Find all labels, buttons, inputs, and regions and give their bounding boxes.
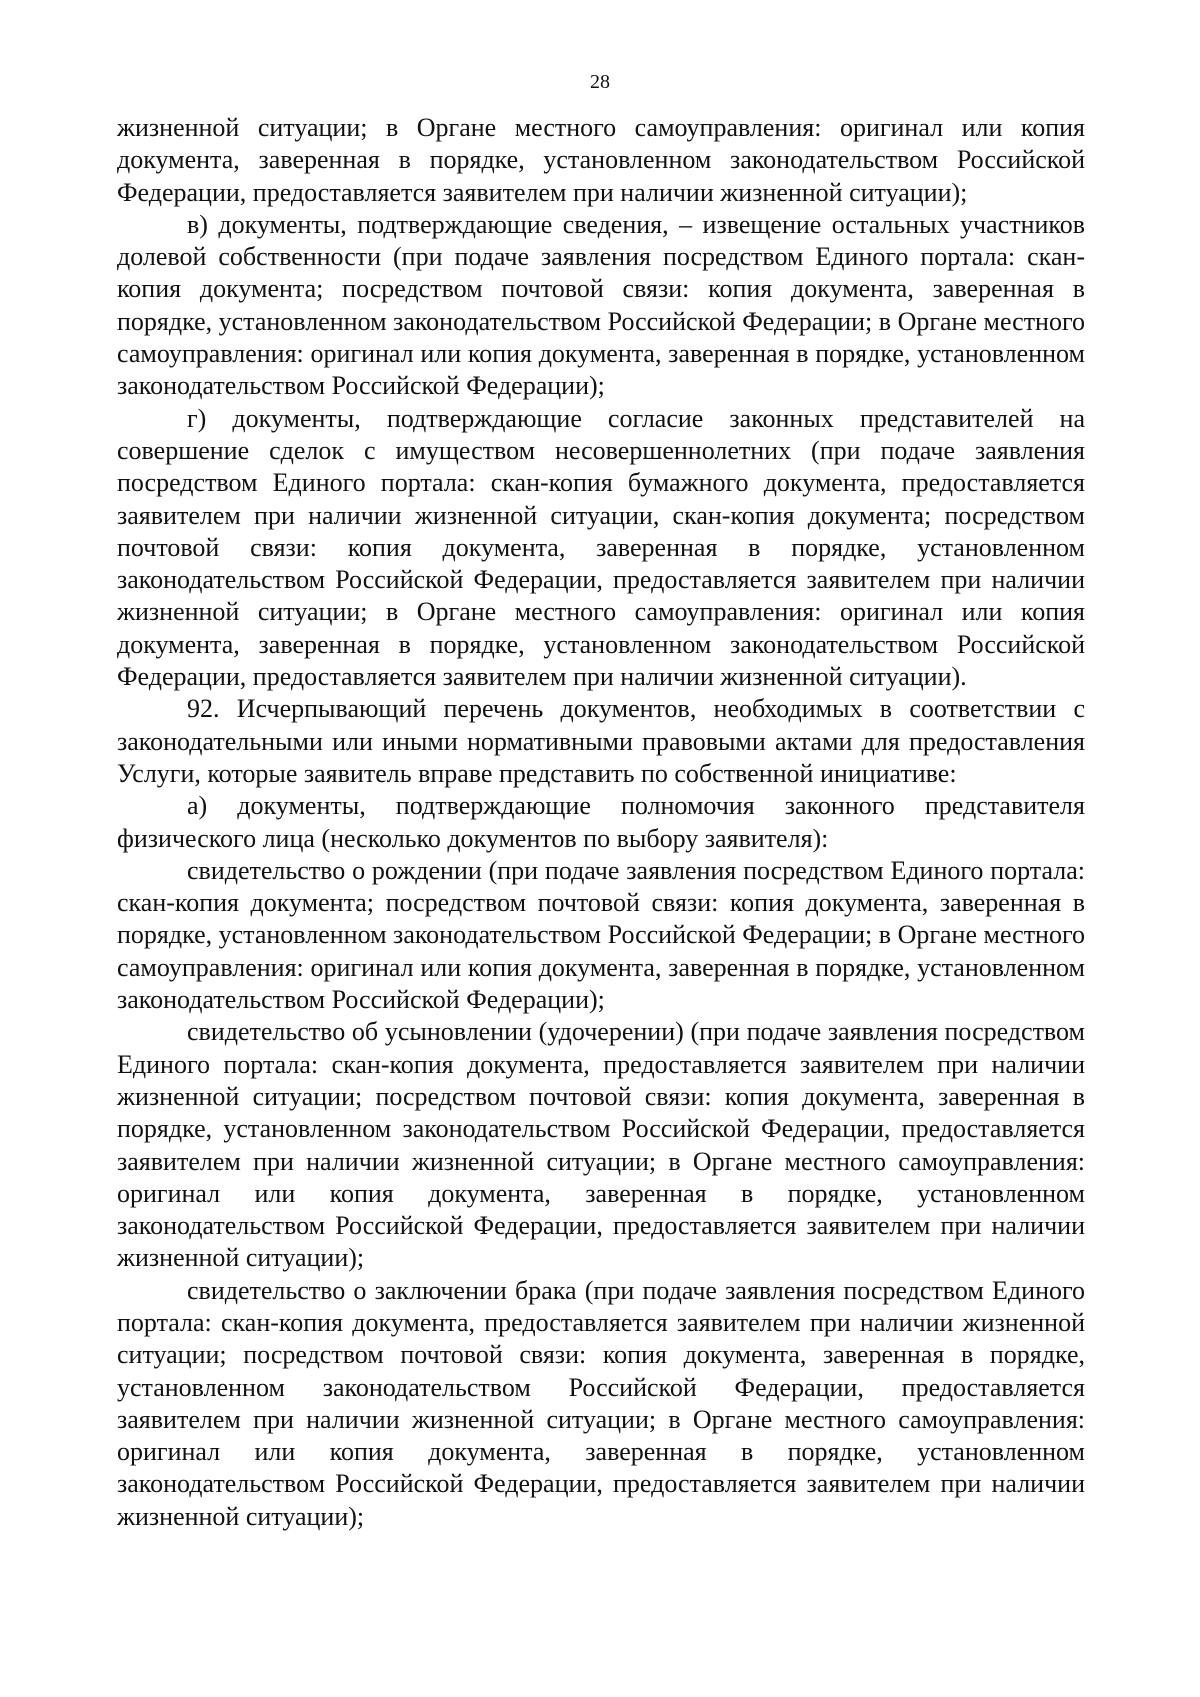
paragraph-birth-certificate: свидетельство о рождении (при подаче заявления посредством Единого портала: скан-копия документа; посредством почтовой связи: копия документа, заверенная в порядке, установленном законодательством Российской Федерации; в Органе местного самоуправления: оригинал или копия документа, заверенная в порядке, установленном законодательством Российской Федерации); — [117, 855, 1085, 1015]
paragraph-adoption-certificate: свидетельство об усыновлении (удочерении) (при подаче заявления посредством Единого портала: скан-копия документа, предоставляется заявителем при наличии жизненной ситуации; посредством почтовой связи: копия документа, заверенная в порядке, установленном законодательством Российской Федерации, предоставляется заявителем при наличии жизненной ситуации; в Органе местного самоуправления: оригинал или копия документа, заверенная в порядке, установленном законодательством Российской Федерации, предоставляется заявителем при наличии жизненной ситуации); — [117, 1017, 1085, 1273]
paragraph-continuation: жизненной ситуации; в Органе местного самоуправления: оригинал или копия документа, заверенная в порядке, установленном законодательством Российской Федерации, предоставляется заявителем при наличии жизненной ситуации); — [117, 113, 1085, 207]
paragraph-marriage-certificate: свидетельство о заключении брака (при подаче заявления посредством Единого портала: скан-копия документа, предоставляется заявителем при наличии жизненной ситуации; посредством почтовой связи: копия документа, заверенная в порядке, установленном законодательством Российской Федерации, предоставляется заявителем при наличии жизненной ситуации; в Органе местного самоуправления: оригинал или копия документа, заверенная в порядке, установленном законодательством Российской Федерации, предоставляется заявителем при наличии жизненной ситуации); — [117, 1275, 1085, 1531]
paragraph-item-v: в) документы, подтверждающие сведения, – извещение остальных участников долевой собственности (при подаче заявления посредством Единого портала: скан-копия документа; посредством почтовой связи: копия документа, заверенная в порядке, установленном законодательством Российской Федерации; в Органе местного самоуправления: оригинал или копия документа, заверенная в порядке, установленном законодательством Российской Федерации); — [117, 209, 1085, 401]
paragraph-clause-92: 92. Исчерпывающий перечень документов, необходимых в соответствии с законодательными или иными нормативными правовыми актами для предоставления Услуги, которые заявитель вправе представить по собственной инициативе: — [117, 694, 1085, 788]
paragraph-item-a: а) документы, подтверждающие полномочия законного представителя физического лица (несколько документов по выбору заявителя): — [117, 791, 1085, 853]
document-body — [117, 112, 1085, 1533]
paragraph-item-g: г) документы, подтверждающие согласие законных представителей на совершение сделок с имуществом несовершеннолетних (при подаче заявления посредством Единого портала: скан-копия бумажного документа, предоставляется заявителем при наличии жизненной ситуации, скан-копия документа; посредством почтовой связи: копия документа, заверенная в порядке, установленном законодательством Российской Федерации, предоставляется заявителем при наличии жизненной ситуации; в Органе местного самоуправления: оригинал или копия документа, заверенная в порядке, установленном законодательством Российской Федерации, предоставляется заявителем при наличии жизненной ситуации). — [117, 403, 1085, 692]
page-number: 28 — [590, 71, 610, 93]
